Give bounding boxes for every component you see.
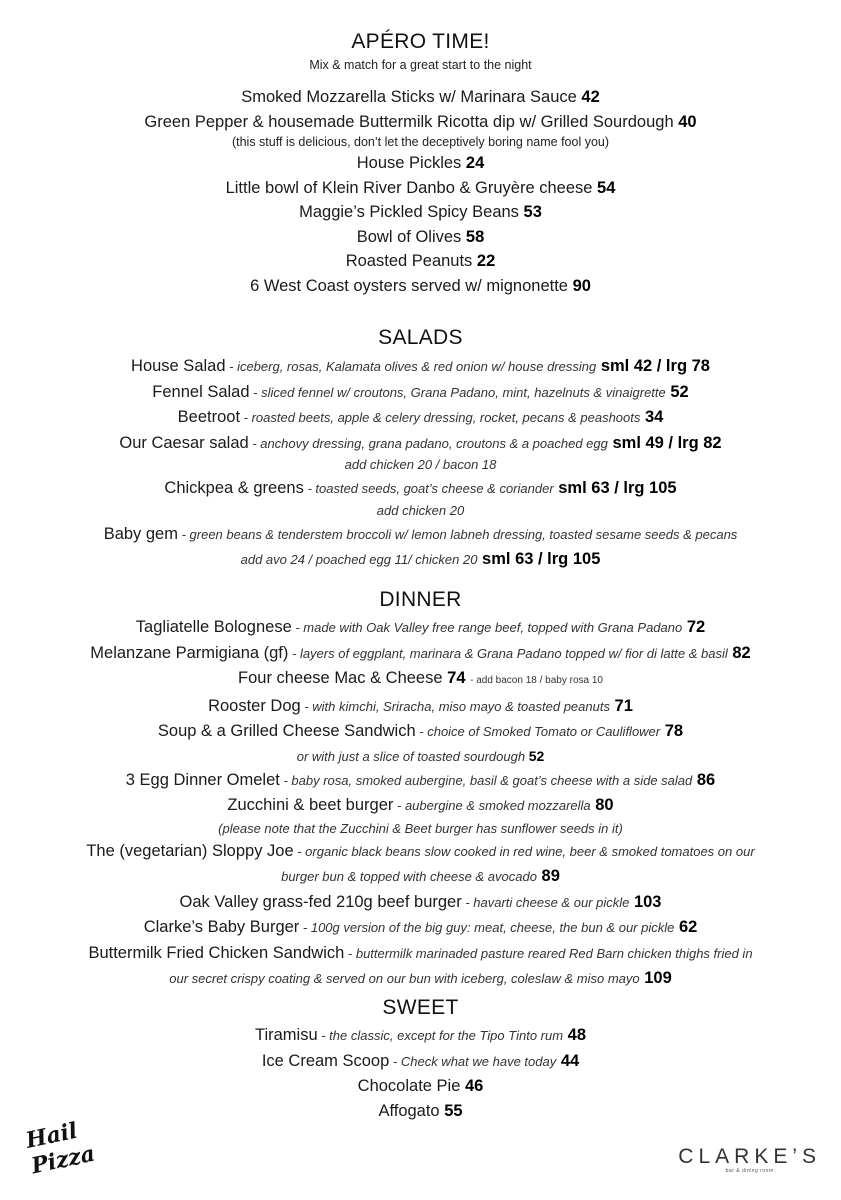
menu-item: Chickpea & greens - toasted seeds, goat’s cheese & coriander sml 63 / lrg 105: [164, 479, 677, 497]
menu-item: Smoked Mozzarella Sticks w/ Marinara Sauce 42: [241, 88, 600, 106]
menu-item: Affogato 55: [378, 1101, 463, 1120]
menu-item: Rooster Dog - with kimchi, Sriracha, miso mayo & toasted peanuts 71: [208, 696, 633, 715]
menu-note: add chicken 20: [376, 502, 465, 518]
menu-item: Ice Cream Scoop - Check what we have today 44: [261, 1051, 580, 1070]
menu-item: Oak Valley grass-fed 210g beef burger - havarti cheese & our pickle 103: [179, 892, 662, 911]
menu-item: Tiramisu - the classic, except for the Tipo Tinto rum 48: [254, 1026, 586, 1044]
menu-item: Tagliatelle Bolognese - made with Oak Valley free range beef, topped with Grana Padano 72: [135, 618, 706, 636]
salads-section: [0, 324, 841, 573]
menu-item: 3 Egg Dinner Omelet - baby rosa, smoked aubergine, basil & goat’s cheese with a side salad 86: [125, 770, 716, 789]
menu-note: or with just a slice of toasted sourdough 52: [296, 747, 545, 764]
menu-item: Four cheese Mac & Cheese 74 - add bacon 18 / baby rosa 10: [238, 669, 603, 687]
menu-item: Green Pepper & housemade Buttermilk Ricotta dip w/ Grilled Sourdough 40: [144, 112, 697, 131]
menu-item: Chocolate Pie 46: [357, 1077, 484, 1095]
menu-item: House Salad - iceberg, rosas, Kalamata olives & red onion w/ house dressing sml 42 / lrg 78: [131, 357, 710, 375]
dinner-heading: DINNER: [379, 588, 462, 611]
clarkes-subtitle: bar & dining room: [725, 1168, 774, 1174]
menu-item-continued: add avo 24 / poached egg 11/ chicken 20 sml 63 / lrg 105: [240, 550, 601, 568]
menu-item: Buttermilk Fried Chicken Sandwich - buttermilk marinaded pasture reared Red Barn chicken thighs fried in: [88, 943, 753, 962]
apero-subtitle: Mix & match for a great start to the night: [309, 58, 532, 72]
menu-note: add chicken 20 / bacon 18: [344, 457, 497, 472]
menu-item: Zucchini & beet burger - aubergine & smoked mozzarella 80: [227, 796, 614, 814]
menu-item: The (vegetarian) Sloppy Joe - organic black beans slow cooked in red wine, beer & smoked tomatoes on our: [86, 841, 755, 860]
sweet-section: [0, 994, 841, 1123]
clarkes-wordmark: CLARKE’S: [678, 1145, 821, 1168]
menu-item: 6 West Coast oysters served w/ mignonette 90: [250, 276, 591, 295]
menu-note: (this stuff is delicious, don’t let the deceptively boring name fool you): [231, 135, 610, 149]
dinner-section: [0, 586, 841, 992]
menu-item: Maggie’s Pickled Spicy Beans 53: [299, 203, 542, 221]
sweet-heading: SWEET: [382, 996, 459, 1019]
menu-item: Melanzane Parmigiana (gf) - layers of eggplant, marinara & Grana Padano topped w/ fior di latte & basil 82: [90, 643, 751, 662]
menu-item: Baby gem - green beans & tenderstem broccoli w/ lemon labneh dressing, toasted sesame seeds & pecans: [103, 524, 738, 543]
menu-item-continued: burger bun & topped with cheese & avocado 89: [281, 867, 560, 885]
menu-item: House Pickles 24: [356, 154, 485, 172]
menu-item: Little bowl of Klein River Danbo & Gruyère cheese 54: [225, 178, 616, 197]
menu-note: (please note that the Zucchini & Beet burger has sunflower seeds in it): [218, 820, 623, 836]
hail-pizza-logo: Hail Pizza: [23, 1117, 98, 1180]
menu-item: Bowl of Olives 58: [356, 227, 485, 246]
apero-heading: APÉRO TIME!: [351, 30, 490, 53]
menu-item: Roasted Peanuts 22: [345, 252, 496, 270]
apero-section: [0, 28, 841, 298]
menu-item: Beetroot - roasted beets, apple & celery dressing, rocket, pecans & peashoots 34: [177, 408, 664, 426]
clarkes-logo: [678, 1146, 821, 1174]
salads-heading: SALADS: [378, 326, 463, 349]
menu-item: Soup & a Grilled Cheese Sandwich - choice of Smoked Tomato or Cauliflower 78: [157, 722, 684, 740]
menu-item: Our Caesar salad - anchovy dressing, grana padano, croutons & a poached egg sml 49 / lrg 82: [119, 433, 722, 452]
menu-item: Fennel Salad - sliced fennel w/ croutons, Grana Padano, mint, hazelnuts & vinaigrette 52: [152, 382, 689, 401]
menu-item-continued: our secret crispy coating & served on our bun with iceberg, coleslaw & miso mayo 109: [169, 969, 672, 987]
menu-item: Clarke’s Baby Burger - 100g version of the big guy: meat, cheese, the bun & our pickle 62: [143, 918, 698, 936]
